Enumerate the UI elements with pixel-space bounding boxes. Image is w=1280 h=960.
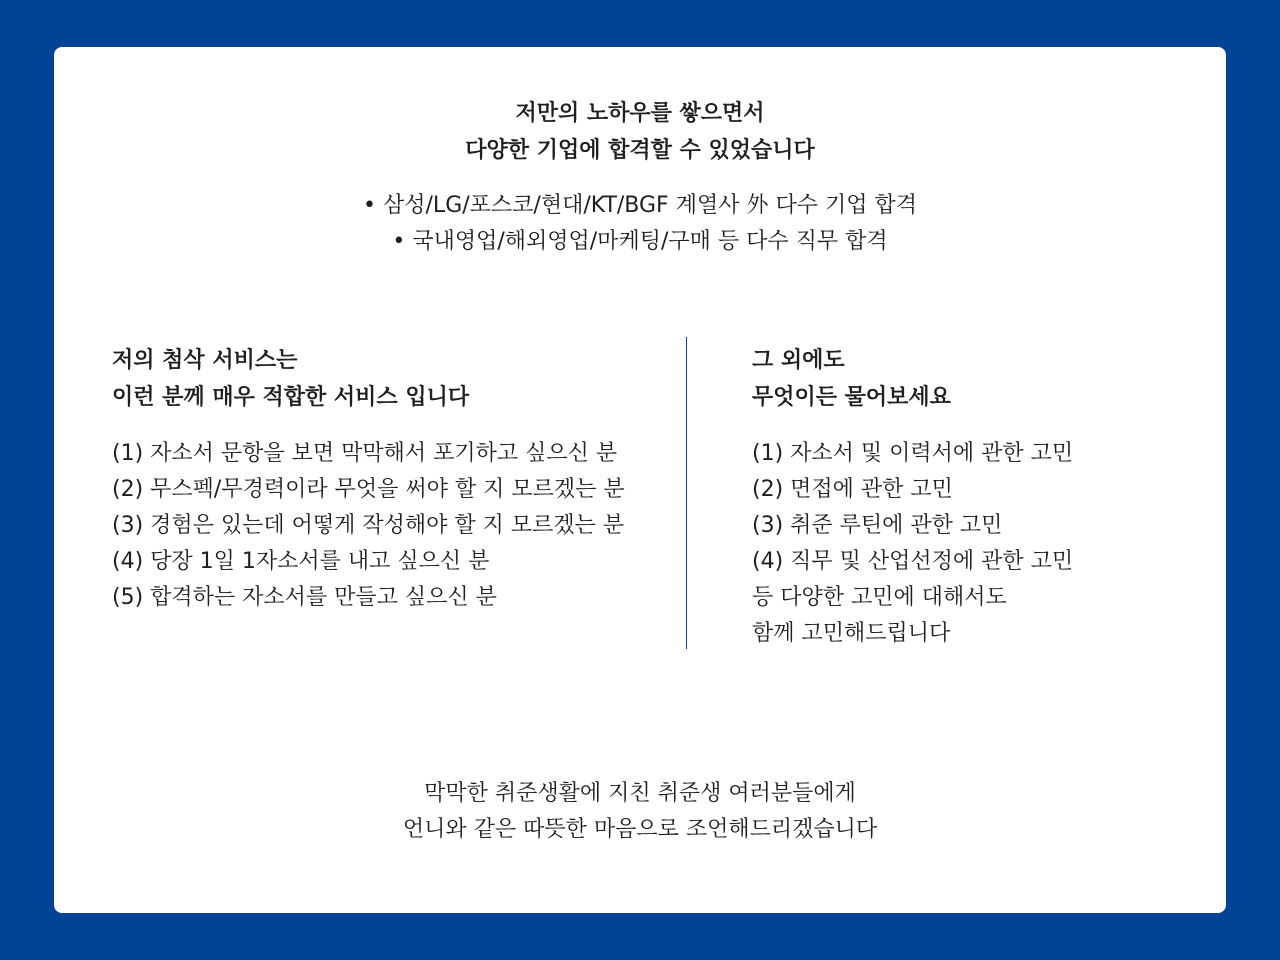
list-item: 함께 고민해드립니다 xyxy=(752,621,951,646)
list-item: (1) 자소서 및 이력서에 관한 고민 xyxy=(752,441,1074,466)
title-line: 이런 분께 매우 적합한 서비스 입니다 xyxy=(112,385,470,410)
list-item: (3) 경험은 있는데 어떻게 작성해야 할 지 모르겠는 분 xyxy=(112,513,625,538)
list-item: (5) 합격하는 자소서를 만들고 싶으신 분 xyxy=(112,585,497,610)
right-column-list xyxy=(752,436,1192,652)
title-line: 그 외에도 xyxy=(752,348,845,373)
headline xyxy=(0,95,1280,169)
list-item: (3) 취준 루틴에 관한 고민 xyxy=(752,513,1003,538)
highlight-item: • 국내영업/해외영업/마케팅/구매 등 다수 직무 합격 xyxy=(392,229,888,254)
left-column xyxy=(112,342,672,616)
list-item: (1) 자소서 문항을 보면 막막해서 포기하고 싶으신 분 xyxy=(112,441,618,466)
highlights-list xyxy=(0,188,1280,260)
highlight-item: • 삼성/LG/포스코/현대/KT/BGF 계열사 外 다수 기업 합격 xyxy=(363,193,917,218)
list-item: (4) 직무 및 산업선정에 관한 고민 xyxy=(752,549,1074,574)
right-column-title xyxy=(752,342,1192,416)
closing-message xyxy=(0,776,1280,848)
left-column-title xyxy=(112,342,672,416)
list-item: (2) 면접에 관한 고민 xyxy=(752,477,953,502)
right-column xyxy=(752,342,1192,652)
headline-line: 저만의 노하우를 쌓으면서 xyxy=(515,101,765,126)
title-line: 무엇이든 물어보세요 xyxy=(752,385,951,410)
headline-line: 다양한 기업에 합격할 수 있었습니다 xyxy=(465,138,815,163)
title-line: 저의 첨삭 서비스는 xyxy=(112,348,298,373)
closing-line: 언니와 같은 따뜻한 마음으로 조언해드리겠습니다 xyxy=(402,817,878,842)
list-item: 등 다양한 고민에 대해서도 xyxy=(752,585,1007,610)
closing-line: 막막한 취준생활에 지친 취준생 여러분들에게 xyxy=(424,781,856,806)
list-item: (4) 당장 1일 1자소서를 내고 싶으신 분 xyxy=(112,549,490,574)
list-item: (2) 무스펙/무경력이라 무엇을 써야 할 지 모르겠는 분 xyxy=(112,477,625,502)
column-divider xyxy=(686,337,687,649)
left-column-list xyxy=(112,436,672,616)
